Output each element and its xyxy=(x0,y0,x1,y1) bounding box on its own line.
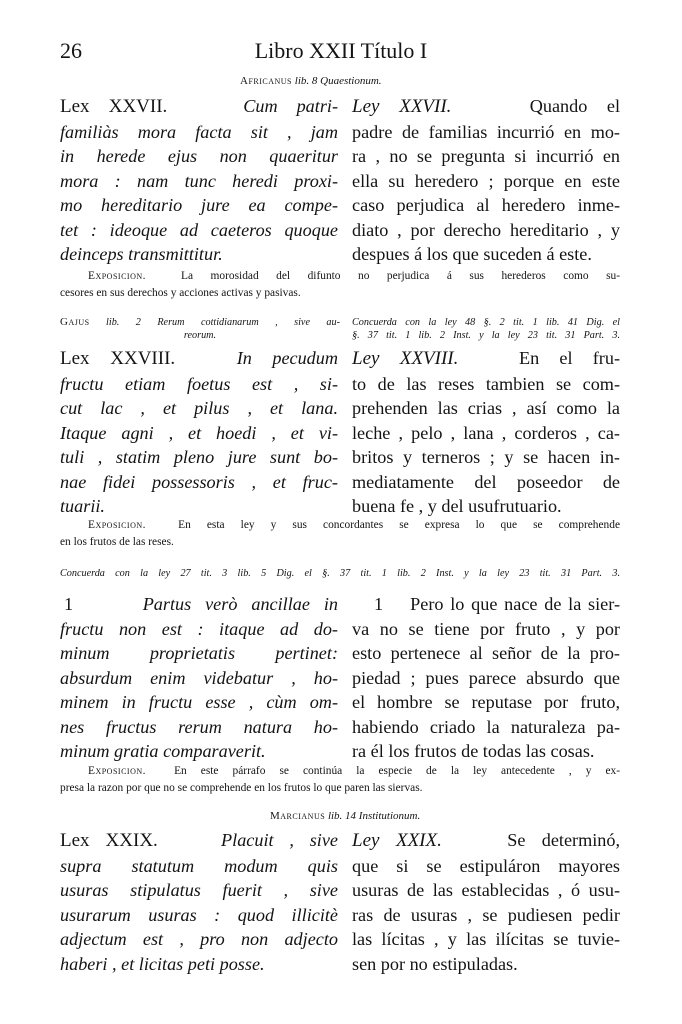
exposition-label: Exposicion. xyxy=(88,519,146,531)
latin-line: nae fidei possessoris , et fruc- xyxy=(60,471,338,492)
exposition-line: Exposicion. En esta ley y sus concordantes se expresa lo que se comprehende xyxy=(88,519,620,531)
latin-line: haberi , et licitas peti posse. xyxy=(60,953,265,974)
jurist-name: Africanus xyxy=(240,75,293,87)
spanish-line: va no se tiene por fruto , y por xyxy=(352,618,620,639)
latin-line: Lex XXIX. Placuit , sive xyxy=(60,830,338,851)
latin-column xyxy=(60,592,338,764)
latin-line: familiàs mora facta sit , jam xyxy=(60,121,338,142)
latin-line: Itaque agni , et hoedi , et vi- xyxy=(60,422,338,443)
latin-line: adjectum est , pro non adjecto xyxy=(60,929,338,949)
law-number-latin: Lex XXVIII. xyxy=(60,348,176,369)
paragraph-number: 1 xyxy=(64,594,74,614)
latin-line: fructu etiam foetus est , si- xyxy=(60,373,338,394)
spanish-line: caso perjudica al heredero inme- xyxy=(352,195,620,215)
spanish-line: to de las reses tambien se com- xyxy=(352,373,620,394)
concordance-line: Concuerda con la ley 48 §. 2 tit. 1 lib. 41 Dig. el xyxy=(352,317,620,328)
running-title: Libro XXII Título I xyxy=(254,38,428,63)
latin-line: in herede ejus non quaeritur xyxy=(60,146,338,166)
spanish-line: mediatamente del poseedor de xyxy=(352,471,620,492)
exposition-line: Exposicion. En este párrafo se continúa la especie de la ley antecedente , y ex- xyxy=(88,765,621,777)
spanish-line: esto pertenece al señor de la pro- xyxy=(352,643,620,663)
latin-line: fructu non est : itaque ad do- xyxy=(60,618,338,639)
latin-line: Lex XXVII. Cum patri- xyxy=(60,96,339,117)
latin-line: usuras stipulatus fuerit , sive xyxy=(60,880,338,900)
latin-column xyxy=(60,828,338,976)
law-number-latin: Lex XXVII. xyxy=(60,96,168,117)
exposition xyxy=(60,517,620,551)
latin-line: supra statutum modum quis xyxy=(60,855,338,876)
spanish-line: leche , pelo , lana , corderos , ca- xyxy=(352,422,620,443)
law-number-spanish: Ley XXIX. xyxy=(352,830,442,851)
latin-line: 1 Partus verò ancillae in xyxy=(60,592,338,617)
latin-line: minum proprietatis pertinet: xyxy=(60,643,338,663)
source-reference: lib. 2 Rerum cottidianarum , sive au- xyxy=(106,317,341,328)
spanish-column xyxy=(352,94,620,267)
law-number-spanish: Ley XXVIII. xyxy=(352,348,459,369)
spanish-column xyxy=(352,592,620,764)
latin-line: absurdum enim videbatur , ho- xyxy=(60,667,338,688)
latin-line: tuarii. xyxy=(60,496,105,516)
jurist-name: Gajus xyxy=(60,316,90,328)
spanish-column xyxy=(352,346,620,519)
spanish-line: las lícitas , y las ilícitas se tuvie- xyxy=(352,929,620,949)
latin-line: usurarum usuras : quod illicitè xyxy=(60,904,338,925)
exposition-label: Exposicion. xyxy=(88,270,146,282)
spanish-line: ella su heredero ; porque en este xyxy=(352,170,620,191)
spanish-line: despues á los que suceden á este. xyxy=(352,244,592,264)
exposition-line: en los frutos de las reses. xyxy=(60,536,174,548)
latin-line: minem in fructu esse , cùm om- xyxy=(60,692,338,712)
latin-column xyxy=(60,346,338,519)
latin-line: tuli , statim pleno jure sunt bo- xyxy=(60,447,338,467)
latin-line: nes fructus rerum natura ho- xyxy=(60,716,338,737)
concordance-note xyxy=(352,316,620,342)
latin-line: mora : nam tunc heredi proxi- xyxy=(60,170,338,191)
latin-line: minum gratia comparaverit. xyxy=(60,741,266,761)
law-number-spanish: Ley XXVII. xyxy=(352,96,452,117)
exposition xyxy=(60,763,620,797)
spanish-line: 1 Pero lo que nace de la sier- xyxy=(352,592,620,617)
spanish-line: Ley XXIX. Se determinó, xyxy=(352,830,621,851)
exposition xyxy=(60,268,620,302)
source-reference: reorum. xyxy=(183,330,217,341)
latin-line: tet : ideoque ad caeteros quoque xyxy=(60,219,338,240)
spanish-line: buena fe , y del usufrutuario. xyxy=(352,496,562,516)
exposition-line: cesores en sus derechos y acciones activas y pasivas. xyxy=(60,287,301,299)
latin-line: Lex XXVIII. In pecudum xyxy=(60,348,339,369)
spanish-line: britos y terneros ; y se hacen in- xyxy=(352,447,620,467)
concordance-line: §. 37 tit. 1 lib. 2 Inst. y la ley 23 tit. 31 Part. 3. xyxy=(352,330,620,341)
concordance-note: Concuerda con la ley 27 tit. 3 lib. 5 Dig. el §. 37 tit. 1 lib. 2 Inst. y la ley 23 tit. 31 Part. 3. xyxy=(60,568,620,579)
paragraph-number: 1 xyxy=(374,594,384,614)
source-attribution xyxy=(270,810,530,822)
exposition-line: presa la razon por que no se comprehende en los frutos lo que paren las siervas. xyxy=(60,782,423,794)
spanish-line: que si se estipuláron mayores xyxy=(352,855,620,876)
latin-line: cut lac , et pilus , et lana. xyxy=(60,398,338,418)
latin-line: mo hereditario jure ea compe- xyxy=(60,195,338,215)
source-reference: lib. 8 Quaestionum. xyxy=(294,75,382,87)
latin-column xyxy=(60,94,338,267)
spanish-line: Ley XXVIII. En el fru- xyxy=(352,348,620,369)
spanish-line: sen por no estipuladas. xyxy=(352,953,518,974)
page-number: 26 xyxy=(60,38,82,63)
spanish-line: ras de usuras , se pudiesen pedir xyxy=(352,904,620,925)
spanish-line: Ley XXVII. Quando el xyxy=(352,96,620,117)
spanish-line: ra , no se pregunta si incurrió en xyxy=(352,146,620,166)
spanish-line: habiendo criado la naturaleza pa- xyxy=(352,716,620,737)
spanish-column xyxy=(352,828,620,976)
spanish-line: ra él los frutos de todas las cosas. xyxy=(352,741,595,761)
exposition-label: Exposicion. xyxy=(88,765,146,777)
spanish-line: diato , por derecho hereditario , y xyxy=(352,219,620,240)
exposition-line: Exposicion. La morosidad del difunto no perjudica á sus herederos como su- xyxy=(88,270,621,282)
spanish-line: el hombre se reputase por fruto, xyxy=(352,692,620,712)
spanish-line: padre de familias incurrió en mo- xyxy=(352,121,620,142)
spanish-line: piedad ; pues parece absurdo que xyxy=(352,667,620,688)
source-reference: lib. 14 Institutionum. xyxy=(327,810,421,822)
law-number-latin: Lex XXIX. xyxy=(60,830,158,851)
source-attribution xyxy=(60,316,340,342)
spanish-line: usuras de las establecidas , ó usu- xyxy=(352,880,620,900)
latin-line: deinceps transmittitur. xyxy=(60,244,223,264)
spanish-line: prehenden las crias , así como la xyxy=(352,398,620,418)
source-attribution xyxy=(240,75,500,87)
page-header xyxy=(60,38,622,68)
jurist-name: Marcianus xyxy=(270,810,326,822)
